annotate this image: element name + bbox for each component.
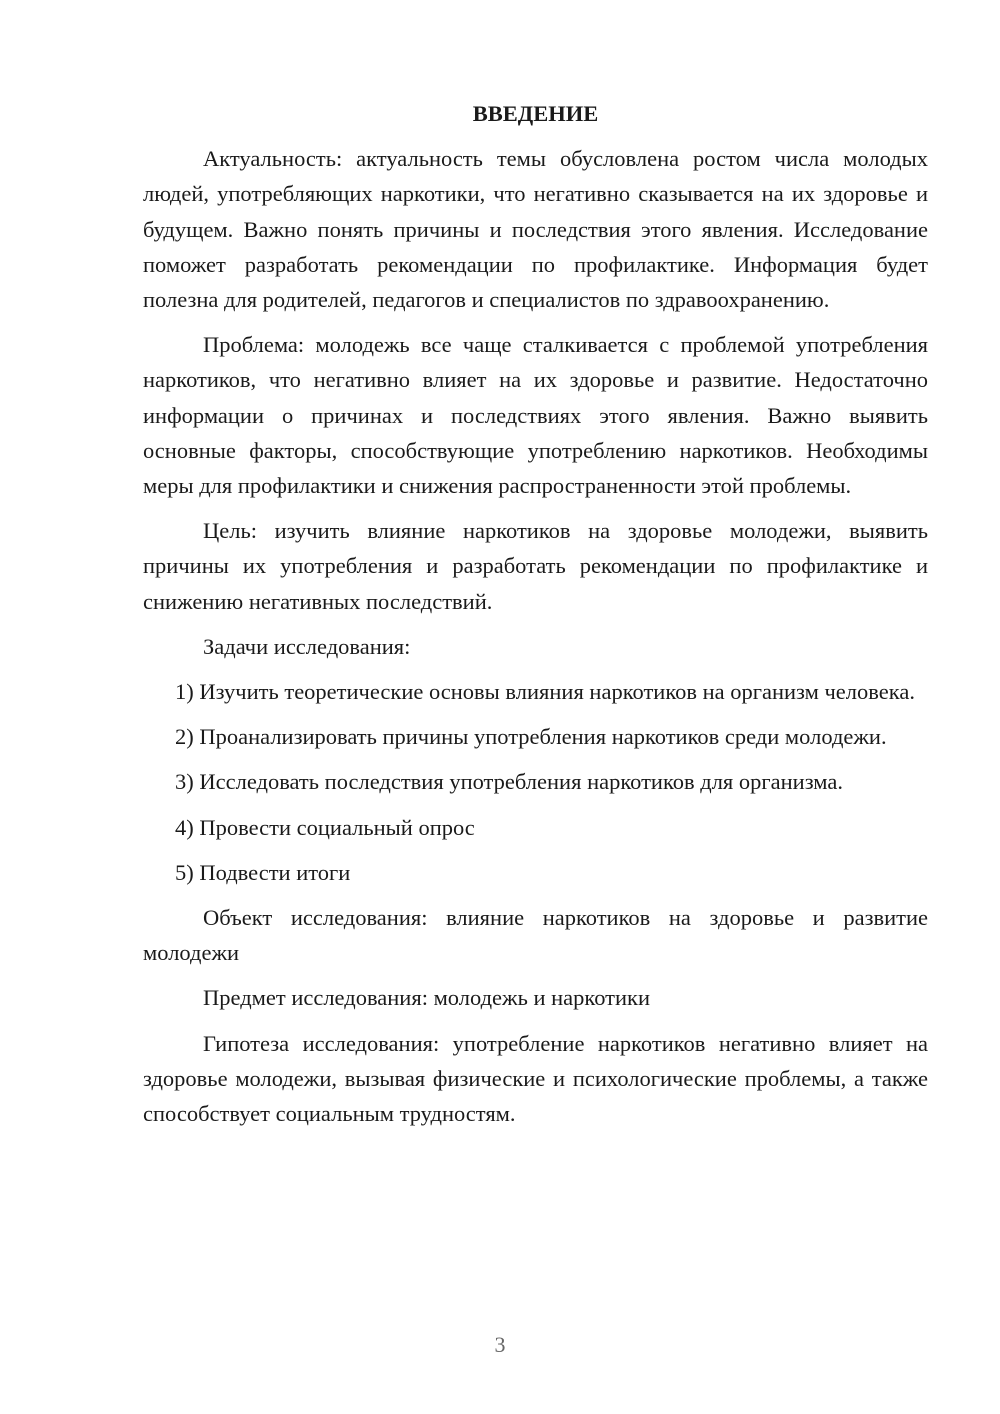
object-paragraph: Объект исследования: влияние наркотиков на здоровье и развитие молодежи bbox=[143, 905, 928, 966]
goal-paragraph: Цель: изучить влияние наркотиков на здоровье молодежи, выявить причины их употребления и разработать рекомендации по профилактике и снижению негативных последствий. bbox=[143, 518, 928, 614]
task-item: 1) Изучить теоретические основы влияния наркотиков на организм человека. bbox=[175, 679, 915, 705]
task-item: 3) Исследовать последствия употребления наркотиков для организма. bbox=[175, 769, 843, 795]
subject-paragraph: Предмет исследования: молодежь и наркотики bbox=[203, 985, 650, 1011]
relevance-paragraph: Актуальность: актуальность темы обусловлена ростом числа молодых людей, употребляющих наркотики, что негативно сказывается на их здоровье и будущем. Важно понять причины и последствия этого явления. Исследование поможет разработать рекомендации по профилактике. Информация будет полезна для родителей, педагогов и специалистов по здравоохранению. bbox=[143, 146, 928, 313]
tasks-heading: Задачи исследования: bbox=[203, 633, 411, 659]
page-number: 3 bbox=[494, 1332, 506, 1357]
task-item: 2) Проанализировать причины употребления наркотиков среди молодежи. bbox=[175, 724, 887, 750]
section-title: ВВЕДЕНИЕ bbox=[472, 101, 599, 126]
task-item: 4) Провести социальный опрос bbox=[175, 814, 475, 840]
task-item: 5) Подвести итоги bbox=[175, 859, 351, 885]
document-page bbox=[143, 96, 928, 1141]
problem-paragraph: Проблема: молодежь все чаще сталкивается с проблемой употребления наркотиков, что негативно влияет на их здоровье и развитие. Недостаточно информации о причинах и последствиях этого явления. Важно выявить основные факторы, способствующие употреблению наркотиков. Необходимы меры для профилактики и снижения распространенности этой проблемы. bbox=[143, 332, 928, 499]
hypothesis-paragraph: Гипотеза исследования: употребление наркотиков негативно влияет на здоровье молодежи, вызывая физические и психологические проблемы, а также способствует социальным трудностям. bbox=[143, 1030, 928, 1127]
